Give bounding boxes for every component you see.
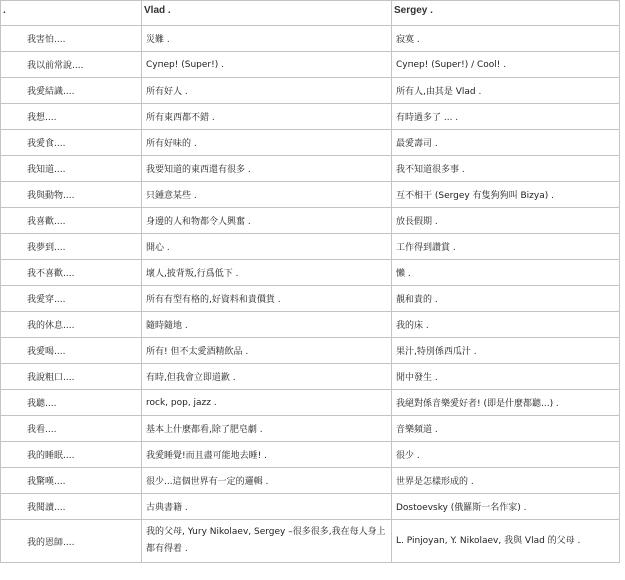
sergey-answer: 果汁,特別係西瓜汁 . <box>392 338 620 364</box>
vlad-answer: 所有好人 . <box>142 78 392 104</box>
vlad-answer: 只鍾意某些 . <box>142 182 392 208</box>
row-label: 我的睡眠.... <box>1 442 142 468</box>
row-label: 我夢到.... <box>1 234 142 260</box>
vlad-answer: 所有好味的 . <box>142 130 392 156</box>
sergey-answer: 靚和貴的 . <box>392 286 620 312</box>
sergey-answer: Dostoevsky (俄羅斯一名作家) . <box>392 494 620 520</box>
vlad-answer: rock, pop, jazz . <box>142 390 392 416</box>
sergey-answer: 有時過多了 ... . <box>392 104 620 130</box>
table-row <box>1 208 620 234</box>
sergey-answer: 放長假期 . <box>392 208 620 234</box>
header-blank: . <box>1 1 142 26</box>
vlad-answer: 壞人,披背叛,行爲低下 . <box>142 260 392 286</box>
table-row <box>1 286 620 312</box>
vlad-answer: 古典書籍 . <box>142 494 392 520</box>
sergey-answer: 工作得到讚賞 . <box>392 234 620 260</box>
row-label: 我看.... <box>1 416 142 442</box>
row-label: 我與動物.... <box>1 182 142 208</box>
table-row <box>1 26 620 52</box>
vlad-answer: 所有東西都不錯 . <box>142 104 392 130</box>
row-label: 我不喜歡.... <box>1 260 142 286</box>
vlad-answer: 有時,但我會立即道歉 . <box>142 364 392 390</box>
table-row <box>1 468 620 494</box>
row-label: 我驚嘆.... <box>1 468 142 494</box>
sergey-answer: 最愛壽司 . <box>392 130 620 156</box>
row-label: 我喜歡.... <box>1 208 142 234</box>
sergey-answer: 寂寞 . <box>392 26 620 52</box>
sergey-answer: L. Pinjoyan, Y. Nikolaev, 我與 Vlad 的父母 . <box>392 520 620 563</box>
sergey-answer: 很少 . <box>392 442 620 468</box>
sergey-answer: 閒中發生 . <box>392 364 620 390</box>
sergey-answer: 我絕對係音樂愛好者! (即是什麼都聽...) . <box>392 390 620 416</box>
row-label: 我愛食.... <box>1 130 142 156</box>
row-label: 我的恩師.... <box>1 520 142 563</box>
sergey-answer: 我不知道很多事 . <box>392 156 620 182</box>
table-row <box>1 416 620 442</box>
table-row <box>1 78 620 104</box>
row-label: 我知道.... <box>1 156 142 182</box>
table-row <box>1 156 620 182</box>
vlad-answer: Супер! (Super!) . <box>142 52 392 78</box>
sergey-answer: 音樂頻道 . <box>392 416 620 442</box>
vlad-answer: 身邊的人和物都令人興奮 . <box>142 208 392 234</box>
row-label: 我閱讀.... <box>1 494 142 520</box>
table-row <box>1 104 620 130</box>
row-label: 我聽.... <box>1 390 142 416</box>
table-row <box>1 182 620 208</box>
table-row <box>1 494 620 520</box>
row-label: 我以前常說.... <box>1 52 142 78</box>
table-row <box>1 130 620 156</box>
table-row <box>1 364 620 390</box>
sergey-answer: 所有人,由其是 Vlad . <box>392 78 620 104</box>
sergey-answer: 互不相干 (Sergey 有隻狗狗叫 Bizya) . <box>392 182 620 208</box>
vlad-answer: 很少...這個世界有一定的邏輯 . <box>142 468 392 494</box>
header-vlad: Vlad . <box>142 1 392 26</box>
row-label: 我說粗口.... <box>1 364 142 390</box>
table-row <box>1 234 620 260</box>
row-label: 我愛喝.... <box>1 338 142 364</box>
table-row <box>1 390 620 416</box>
vlad-answer: 我愛睡覺!而且盡可能地去睡! . <box>142 442 392 468</box>
row-label: 我的休息.... <box>1 312 142 338</box>
table-row <box>1 520 620 563</box>
row-label: 我愛結識.... <box>1 78 142 104</box>
sergey-answer: 世界是怎樣形成的 . <box>392 468 620 494</box>
vlad-answer: 我要知道的東西還有很多 . <box>142 156 392 182</box>
vlad-answer: 隨時隨地 . <box>142 312 392 338</box>
vlad-answer: 所有! 但不太愛酒精飲品 . <box>142 338 392 364</box>
sergey-answer: 懶 . <box>392 260 620 286</box>
table-row <box>1 52 620 78</box>
vlad-answer: 我的父母, Yury Nikolaev, Sergey –很多很多,我在每人身上都有得着 . <box>142 520 392 563</box>
sergey-answer: Супер! (Super!) / Cool! . <box>392 52 620 78</box>
vlad-answer: 所有有型有格的,好資料和貴價貨 . <box>142 286 392 312</box>
vlad-answer: 災難 . <box>142 26 392 52</box>
vlad-answer: 開心 . <box>142 234 392 260</box>
header-sergey: Sergey . <box>392 1 620 26</box>
table-header-row <box>1 1 620 26</box>
row-label: 我害怕.... <box>1 26 142 52</box>
vlad-answer: 基本上什麼都看,除了肥皂劇 . <box>142 416 392 442</box>
sergey-answer: 我的床 . <box>392 312 620 338</box>
row-label: 我想.... <box>1 104 142 130</box>
table-row <box>1 338 620 364</box>
table-row <box>1 442 620 468</box>
row-label: 我愛穿.... <box>1 286 142 312</box>
table-row <box>1 260 620 286</box>
table-row <box>1 312 620 338</box>
